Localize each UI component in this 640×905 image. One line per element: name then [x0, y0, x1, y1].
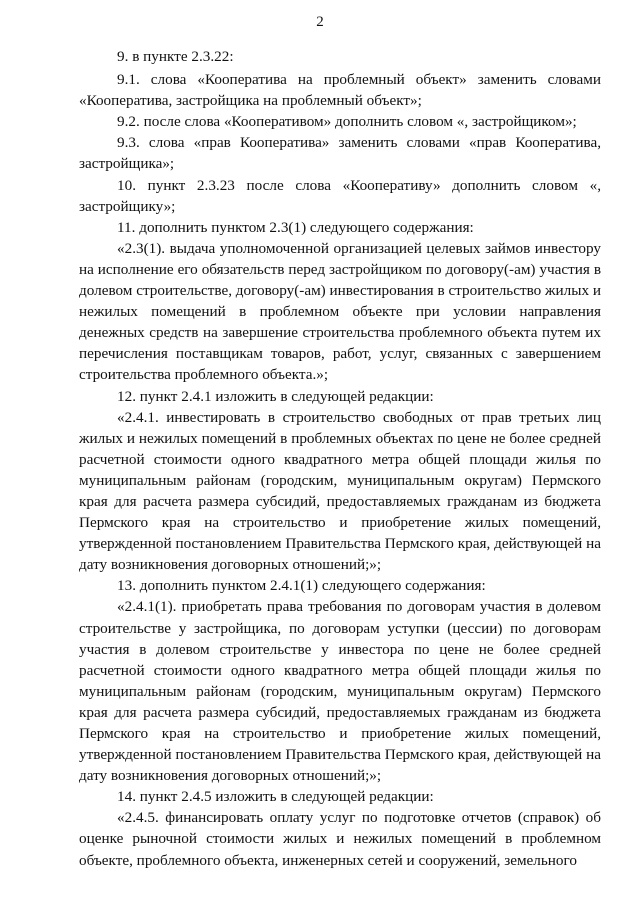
paragraph-clause-2-4-5: «2.4.5. финансировать оплату услуг по подготовке отчетов (справок) об оценке рыночной стоимости жилых и нежилых помещений в проблемном объекте, проблемного объекта, инженерных сетей и сооружений, земельного — [79, 809, 601, 869]
paragraph-clause-2-4-1-1: «2.4.1(1). приобретать права требования по договорам участия в долевом строительстве у застройщика, по договорам уступки (цессии) по договорам участия в долевом строительстве у инвестора по цене не более средней расчетной стоимости одного квадратного метра общей площади жилья по муниципальным районам (городским, муниципальным округам) Пермского края для расчета размера субсидий, предоставляемых гражданам из бюджета Пермского края на строительство и приобретение жилых помещений, утвержденной постановлением Правительства Пермского края, действующей на дату возникновения договорных отношений;»; — [79, 598, 601, 785]
paragraph-item-9: 9. в пункте 2.3.22: — [117, 48, 234, 65]
paragraph-item-14: 14. пункт 2.4.5 изложить в следующей редакции: — [117, 788, 434, 806]
page-number: 2 — [316, 14, 324, 30]
paragraph-item-11: 11. дополнить пунктом 2.3(1) следующего содержания: — [117, 218, 474, 236]
paragraph-item-9-1: 9.1. слова «Кооператива на проблемный объект» заменить словами «Кооператива, застройщика на проблемный объект»; — [79, 71, 601, 110]
paragraph-item-9-2: 9.2. после слова «Кооперативом» дополнить словом «, застройщиком»; — [117, 113, 577, 131]
paragraph-item-13: 13. дополнить пунктом 2.4.1(1) следующего содержания: — [117, 577, 486, 595]
paragraph-clause-2-3-1: «2.3(1). выдача уполномоченной организацией целевых займов инвестору на исполнение его обязательств перед застройщиком по договору(-ам) участия в долевом строительстве, договору(-ам) инвестирования в строительство жилых и нежилых помещений в проблемном объекте при условии направления денежных средств на завершение строительства проблемного объекта путем их перечисления поставщикам товаров, работ, услуг, связанных с завершением строительства проблемного объекта.»; — [79, 239, 601, 384]
paragraph-clause-2-4-1: «2.4.1. инвестировать в строительство свободных от прав третьих лиц жилых и нежилых помещений в проблемных объектах по цене не более средней расчетной стоимости одного квадратного метра общей площади жилья по муниципальным районам (городским, муниципальным округам) Пермского края для расчета размера субсидий, предоставляемых гражданам из бюджета Пермского края на строительство и приобретение жилых помещений, утвержденной постановлением Правительства Пермского края, действующей на дату возникновения договорных отношений;»; — [79, 408, 601, 574]
paragraph-item-9-3: 9.3. слова «прав Кооператива» заменить словами «прав Кооператива, застройщика»; — [79, 134, 601, 173]
paragraph-item-10: 10. пункт 2.3.23 после слова «Кооперативу» дополнить словом «, застройщику»; — [79, 176, 601, 215]
document-body — [79, 46, 601, 871]
paragraph-item-12: 12. пункт 2.4.1 изложить в следующей редакции: — [117, 387, 434, 405]
